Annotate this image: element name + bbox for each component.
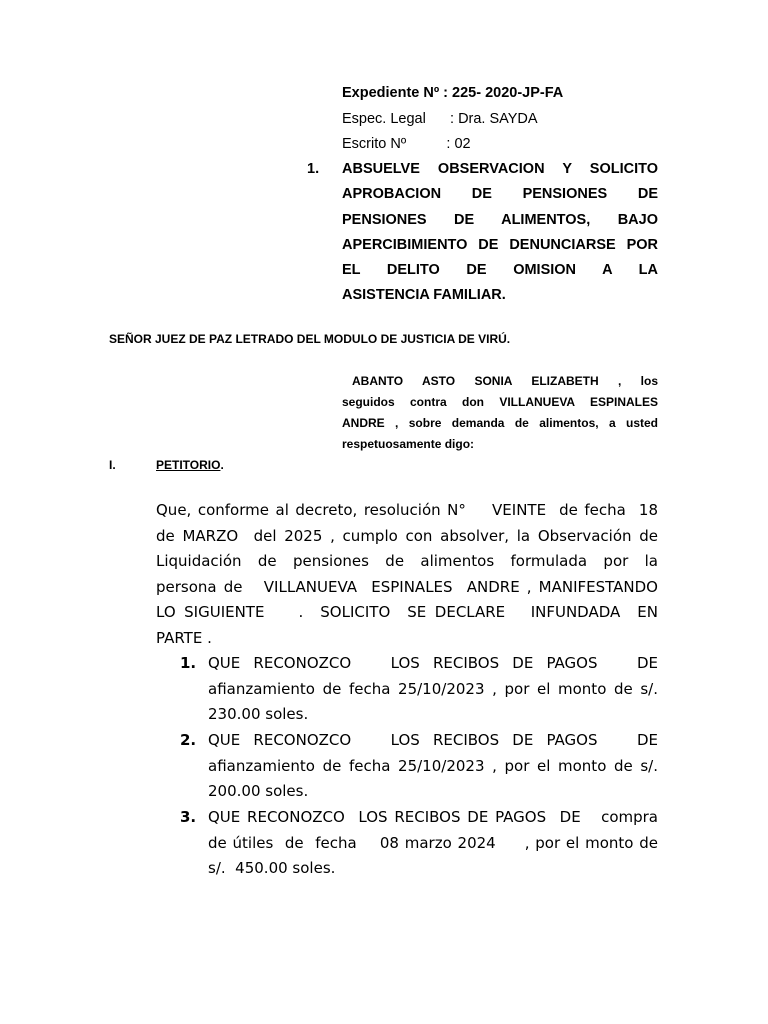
list-item-line: s/. 450.00 soles. (208, 859, 336, 878)
section-title-suffix: . (220, 458, 224, 472)
section-title-text: PETITORIO (156, 458, 221, 472)
list-item-line: afianzamiento de fecha 25/10/2023 , por el monto de s/. (208, 756, 658, 775)
sumilla-line: APROBACION DE PENSIONES DE (342, 186, 658, 203)
list-item-line: QUE RECONOZCO LOS RECIBOS DE PAGOS DE compra (208, 808, 658, 826)
addressee: SEÑOR JUEZ DE PAZ LETRADO DEL MODULO DE JUSTICIA DE VIRÚ. (109, 332, 511, 346)
sumilla-line: APERCIBIMIENTO DE DENUNCIARSE POR (342, 236, 658, 253)
paragraph-line: de MARZO del 2025 , cumplo con absolver, la Observación de (156, 526, 658, 545)
paragraph-line: PARTE . (156, 628, 212, 647)
list-item-body (208, 728, 658, 805)
list-item-line: 230.00 soles. (208, 705, 309, 724)
list-item-number: 2. (180, 731, 197, 749)
case-number: Expediente Nº : 225- 2020-JP-FA (342, 85, 564, 101)
sumilla-line: ASISTENCIA FAMILIAR. (342, 287, 506, 304)
legal-specialist: Espec. Legal : Dra. SAYDA (342, 111, 538, 127)
sumilla-line: PENSIONES DE ALIMENTOS, BAJO (342, 211, 658, 228)
list-item-line: QUE RECONOZCO LOS RECIBOS DE PAGOS DE (208, 654, 658, 672)
paragraph-line: persona de VILLANUEVA ESPINALES ANDRE , MANIFESTANDO (156, 577, 658, 596)
list-item-line: de útiles de fecha 08 marzo 2024 , por el monto de (208, 833, 658, 852)
sumilla-line: EL DELITO DE OMISION A LA (342, 262, 658, 279)
list-item-body (208, 651, 658, 728)
list-item-number: 3. (180, 808, 197, 826)
list-item-line: QUE RECONOZCO LOS RECIBOS DE PAGOS DE (208, 731, 658, 749)
list-item-line: 200.00 soles. (208, 782, 309, 801)
party-line: ABANTO ASTO SONIA ELIZABETH , los (352, 374, 658, 388)
paragraph-line: LO SIGUIENTE . SOLICITO SE DECLARE INFUNDADA EN (156, 603, 658, 622)
paragraph-line: Liquidación de pensiones de alimentos formulada por la (156, 552, 658, 571)
section-number: I. (109, 458, 116, 472)
party-introduction (342, 371, 658, 455)
party-line: ANDRE , sobre demanda de alimentos, a usted (342, 416, 658, 430)
sumilla (342, 157, 658, 309)
party-line: seguidos contra don VILLANUEVA ESPINALES (342, 395, 658, 409)
section-title (156, 458, 224, 472)
party-line: respetuosamente digo: (342, 437, 475, 451)
list-item-line: afianzamiento de fecha 25/10/2023 , por el monto de s/. (208, 679, 658, 698)
sumilla-line: ABSUELVE OBSERVACION Y SOLICITO (342, 161, 658, 177)
petition-paragraph (156, 498, 658, 652)
list-item-body (208, 805, 658, 882)
list-item-number: 1. (180, 654, 197, 672)
paragraph-line: Que, conforme al decreto, resolución N° VEINTE de fecha 18 (156, 501, 658, 519)
sumilla-number: 1. (307, 161, 320, 177)
filing-number: Escrito Nº : 02 (342, 136, 471, 152)
